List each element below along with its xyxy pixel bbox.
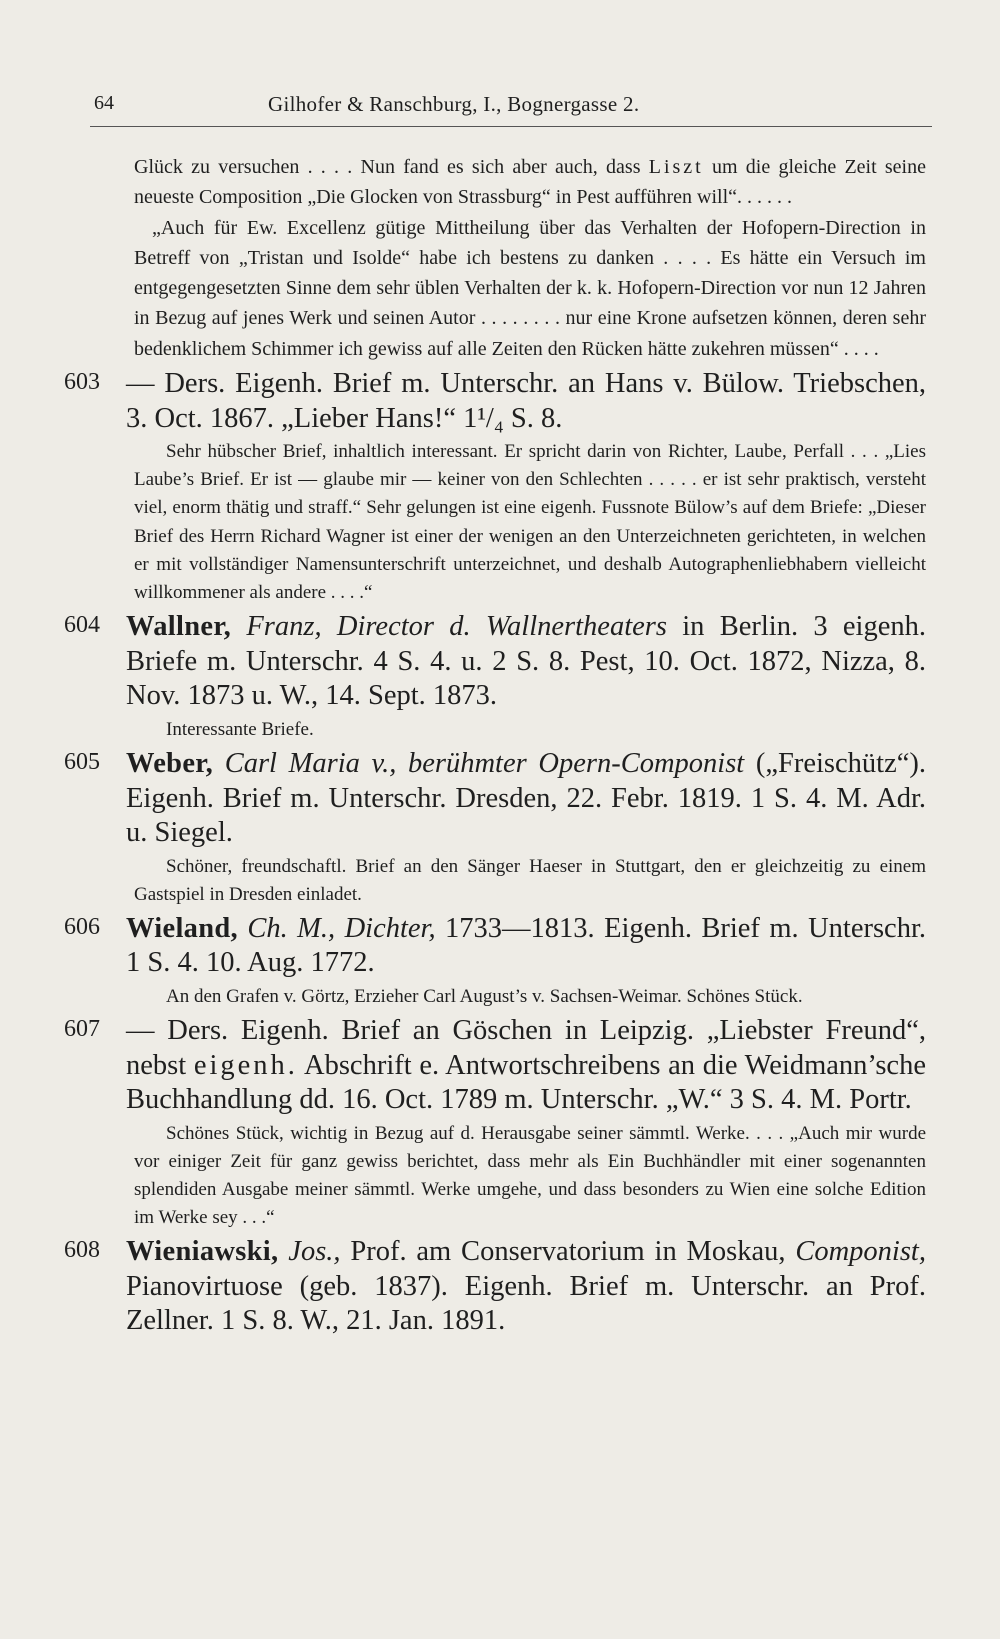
entry-heading: — Ders. Eigenh. Brief m. Unterschr. an Hans v. Bülow. Triebschen, 3. Oct. 1867. „Lieber Hans!“ 1¹/₄ S. 8.	[126, 368, 926, 434]
catalog-entry-607	[64, 1014, 926, 1232]
running-head: Gilhofer & Ranschburg, I., Bognergasse 2.	[268, 92, 640, 116]
entry-heading: Wallner, Franz, Director d. Wallnertheaters in Berlin. 3 eigenh. Briefe m. Unterschr. 4 S. 4. u. 2 S. 8. Pest, 10. Oct. 1872, Nizza, 8. Nov. 1873 u. W., 14. Sept. 1873.	[126, 611, 926, 712]
entry-number: 606	[64, 913, 100, 940]
entry-name: Wallner,	[126, 611, 232, 643]
catalog-entry-604	[64, 610, 926, 744]
entry-note: Interessante Briefe.	[166, 718, 314, 740]
entry-name: Weber,	[126, 748, 214, 779]
entry-number: 608	[64, 1237, 100, 1264]
entry-name: Wieniawski,	[126, 1236, 279, 1268]
catalog-entry-605	[64, 747, 926, 909]
entry-number: 603	[64, 369, 100, 396]
intro-paragraph-2: „Auch für Ew. Excellenz gütige Mittheilung über das Verhalten der Hofopern-Direction in Betreff von „Tristan und Isolde“ habe ich bestens zu danken . . . . Es hätte ein Versuch im entgegengesetzten Sinne dem sehr üblen Verhalten der k. k. Hofopern-Direction vor nun 12 Jahren in Bezug auf jenes Werk und seinen Autor . . . . . . . . nur eine Krone aufsetzen können, deren sehr bedenklichem Schimmer ich gewiss auf alle Zeiten den Rücken hätte zukehren müssen“ . . . .	[134, 216, 926, 360]
entry-number: 604	[64, 612, 100, 639]
entry-heading: — Ders. Eigenh. Brief an Göschen in Leipzig. „Liebster Freund“, nebst eigenh. Abschrift e. Antwortschreibens an die Weidmann’sche Buchhandlung dd. 16. Oct. 1789 m. Unterschr. „W.“ 3 S. 4. M. Portr.	[126, 1015, 926, 1116]
entry-heading: Wieniawski, Jos., Prof. am Conservatorium in Moskau, Componist, Pianovirtuose (geb. 1837). Eigenh. Brief m. Unterschr. an Prof. Zellner. 1 S. 8. W., 21. Jan. 1891.	[126, 1236, 926, 1337]
entry-note: Schönes Stück, wichtig in Bezug auf d. Herausgabe seiner sämmtl. Werke. . . . „Auch mir wurde vor einiger Zeit für ganz gewiss berichtet, dass mehr als Ein Buchhändler mit einer sogenannten splendiden Ausgabe meiner sämmtl. Werke umgehe, und dass besonders zu Wien eine solche Edition im Werke sey . . .“	[134, 1122, 926, 1229]
catalog-content	[64, 152, 926, 1339]
entry-name: Wieland,	[126, 912, 238, 944]
entry-note: An den Grafen v. Görtz, Erzieher Carl August’s v. Sachsen-Weimar. Schönes Stück.	[166, 985, 803, 1007]
catalog-entry-603	[64, 367, 926, 607]
entry-heading: Wieland, Ch. M., Dichter, 1733—1813. Eigenh. Brief m. Unterschr. 1 S. 4. 10. Aug. 1772.	[126, 912, 926, 979]
spaced-name-liszt: Liszt	[648, 156, 704, 178]
catalog-entry-608	[64, 1235, 926, 1339]
entry-number: 607	[64, 1016, 100, 1043]
entry-note: Sehr hübscher Brief, inhaltlich interessant. Er spricht darin von Richter, Laube, Perfall . . . „Lies Laube’s Brief. Er ist — glaube mir — keiner von den Schlechten . . . . . er ist sehr praktisch, versteht viel, enorm thätig und straff.“ Sehr gelungen ist eine eigenh. Fussnote Bülow’s auf dem Briefe: „Dieser Brief des Herrn Richard Wagner ist einer der wenigen an den Unterzeichneten gerichteten, in welchen er mit vollständiger Namensunterschrift unterzeichnet, und deshalb Autographenliebhabern vielleicht willkommener als andere . . . .“	[134, 441, 926, 604]
spaced-word-eigenh: eigenh.	[193, 1049, 298, 1081]
page-number: 64	[94, 92, 114, 114]
entry-note: Schöner, freundschaftl. Brief an den Sänger Haeser in Stuttgart, den er gleichzeitig zu einem Gastspiel in Dresden einladet.	[134, 855, 926, 905]
page-header	[90, 92, 932, 127]
catalog-entry-606	[64, 912, 926, 1011]
intro-paragraph-1: Glück zu versuchen . . . . Nun fand es sich aber auch, dass Liszt um die gleiche Zeit seine neueste Composition „Die Glocken von Strassburg“ in Pest aufführen will“. . . . . .	[134, 156, 926, 209]
entry-heading: Weber, Carl Maria v., berühmter Opern-Componist („Freischütz“). Eigenh. Brief m. Unterschr. Dresden, 22. Febr. 1819. 1 S. 4. M. Adr. u. Siegel.	[126, 748, 927, 848]
entry-number: 605	[64, 749, 100, 775]
